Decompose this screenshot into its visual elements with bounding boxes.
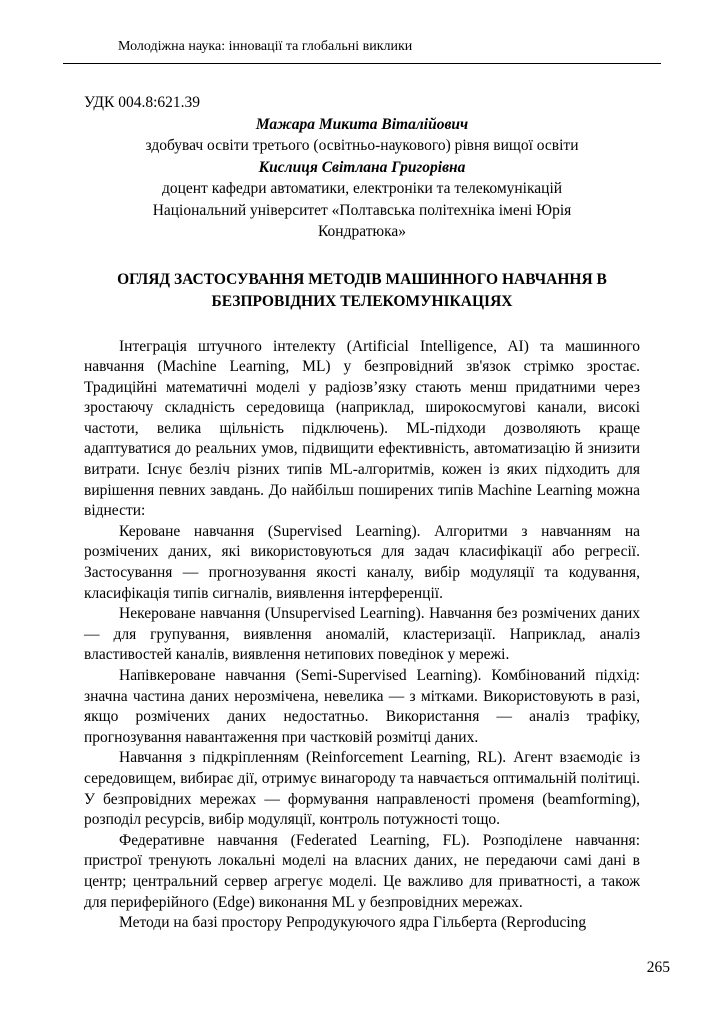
paragraph-7: Методи на базі простору Репродукуючого ядра Гільберта (Reproducing (119, 914, 587, 932)
running-header (63, 36, 661, 64)
paragraph-3: Некероване навчання (Unsupervised Learning). Навчання без розмічених даних — для групування, виявлення аномалій, кластеризації. Наприклад, аналіз властивостей каналів, виявлення нетипових поведінок у мережі. (84, 605, 640, 664)
author-2-name: Кислиця Світлана Григорівна (258, 158, 466, 176)
affiliation: Національний університет «Полтавська політехніка імені Юрія Кондратюка» (152, 201, 572, 240)
paragraph-2: Кероване навчання (Supervised Learning). Алгоритми з навчанням на розмічених даних, які використовуються для задач класифікації або регресії. Застосування — прогнозування якості каналу, вибір модуляції та кодування, класифікація типів сигналів, виявлення інтерференції. (84, 522, 640, 602)
author-1-name: Мажара Микита Віталійович (255, 115, 469, 133)
paragraph-4: Напівкероване навчання (Semi-Supervised Learning). Комбінований підхід: значна частина даних нерозмічена, невелика — з мітками. Використовують в разі, якщо розмічених даних недостатньо. Використання — аналіз трафіку, прогнозування навантаження при частковій розмітці даних. (84, 667, 640, 746)
author-2-role: доцент кафедри автоматики, електроніки та телекомунікацій (161, 180, 563, 197)
paragraph-6: Федеративне навчання (Federated Learning, FL). Розподілене навчання: пристрої тренують локальні моделі на власних даних, не передаючи самі дані в центр; центральний сервер агрегує моделі. Це важливо для приватності, а також для периферійного (Edge) виконання ML у безпровідних мережах. (84, 831, 640, 911)
article-body (84, 337, 640, 934)
page-number: 265 (646, 959, 670, 976)
paragraph-1: Інтеграція штучного інтелекту (Artificial Intelligence, AI) та машинного навчання (Machine Learning, ML) у безпровідний зв'язок стрімко зростає. Традиційні математичні моделі у радіозв’язку стають менш придатними через зростаючу складність середовища (наприклад, широкосмугові канали, високі частоти, велика щільність підключень). ML-підходи дозволяють краще адаптуватися до реальних умов, підвищити ефективність, автоматизацію й знизити витрати. Існує безліч різних типів ML-алгоритмів, кожен із яких підходить для вирішення певних завдань. До найбільш поширених типів Machine Learning можна віднести: (84, 337, 640, 520)
udc-code: УДК 004.8:621.39 (84, 94, 201, 111)
running-header-title: Молодіжна наука: інновації та глобальні виклики (118, 39, 413, 54)
author-1-role: здобувач освіти третього (освітньо-наукового) рівня вищої освіти (145, 137, 579, 154)
article-title: ОГЛЯД ЗАСТОСУВАННЯ МЕТОДІВ МАШИННОГО НАВЧАННЯ В БЕЗПРОВІДНИХ ТЕЛЕКОМУНІКАЦІЯХ (117, 270, 607, 310)
front-matter (84, 92, 640, 243)
paragraph-5: Навчання з підкріпленням (Reinforcement Learning, RL). Агент взаємодіє із середовищем, вибирає дії, отримує винагороду та навчається оптимальній політиці. У безпровідних мережах — формування направленості променя (beamforming), розподіл ресурсів, вибір модуляції, контроль потужності тощо. (84, 749, 640, 829)
